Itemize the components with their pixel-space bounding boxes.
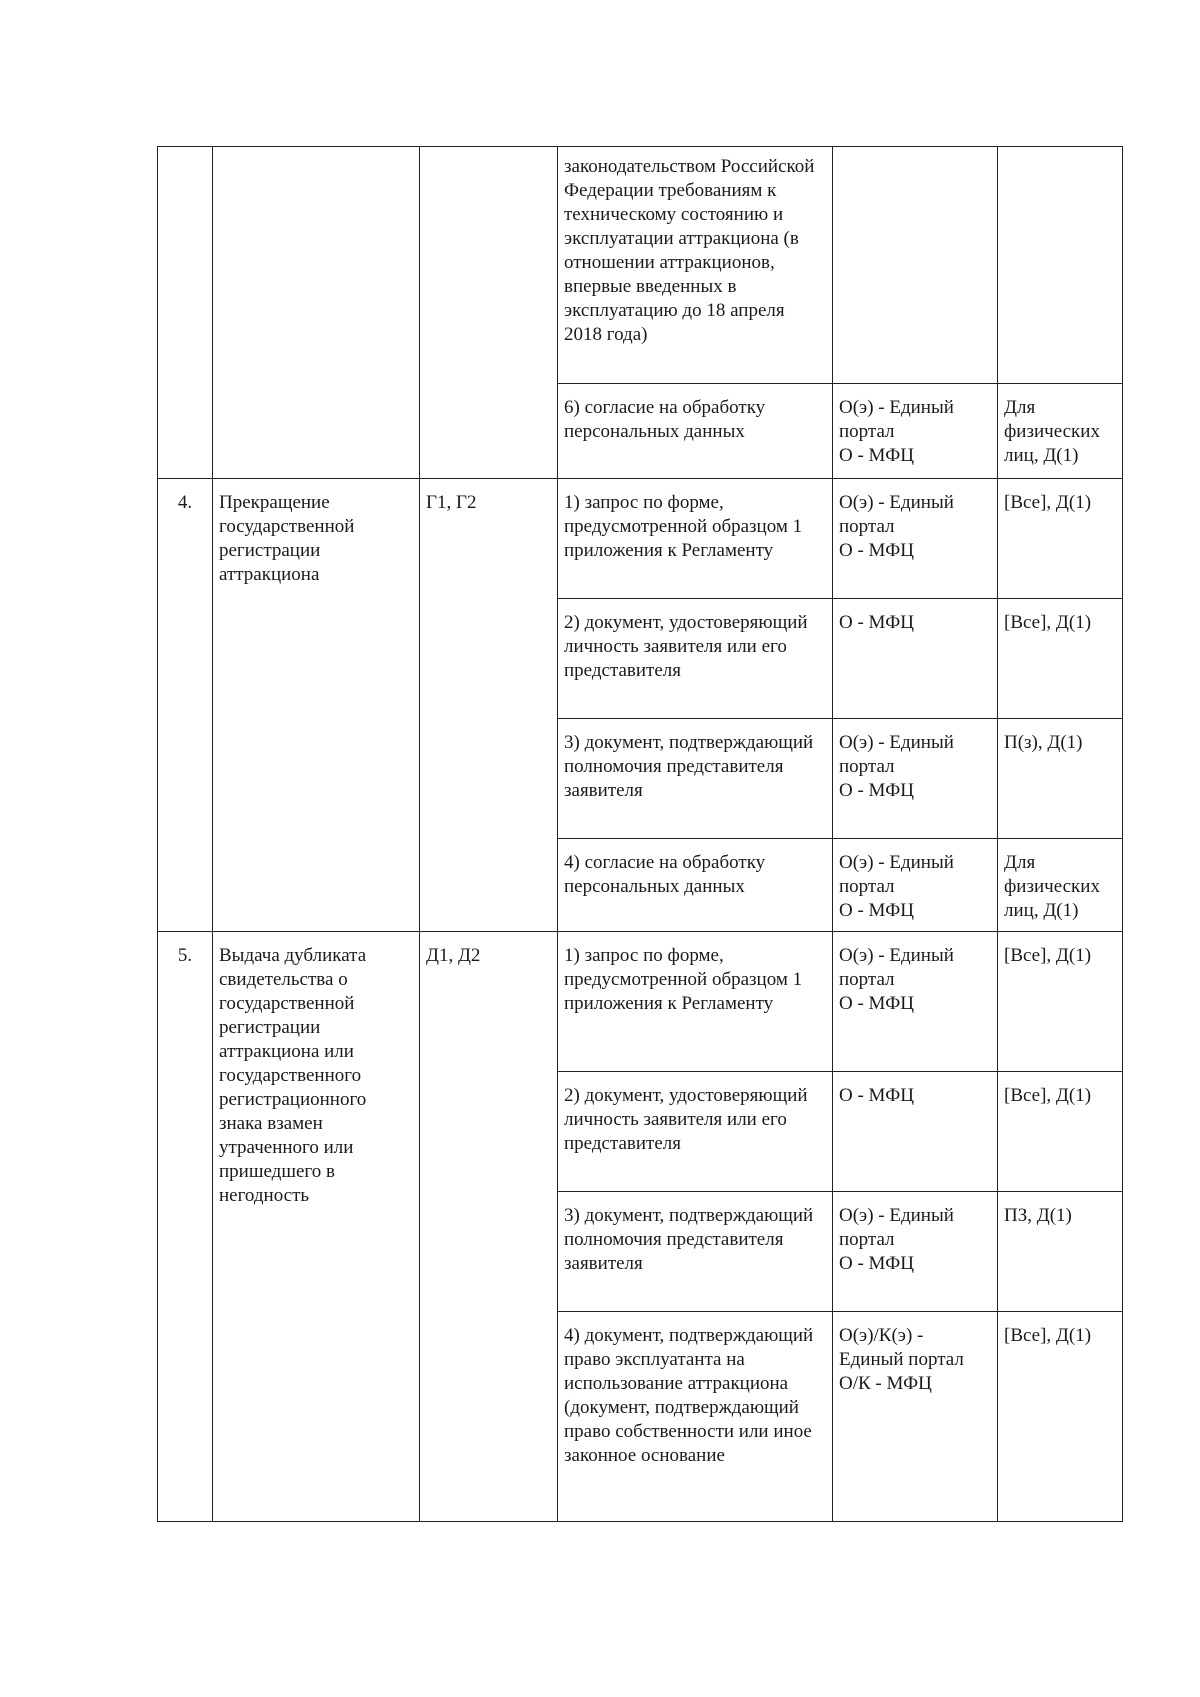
cell-requirement: [Все], Д(1)	[998, 932, 1123, 1072]
table-row	[158, 932, 1123, 1072]
cell-number: 5.	[158, 932, 213, 1522]
cell-requirement: П(з), Д(1)	[998, 719, 1123, 839]
cell-document: 4) документ, подтверждающий право эксплуатанта на использование аттракциона (документ, подтверждающий право собственности или иное законное основание	[558, 1312, 833, 1522]
cell-requirement: [Все], Д(1)	[998, 1072, 1123, 1192]
cell-submission-method: О - МФЦ	[833, 599, 998, 719]
cell-submission-method: О(э) - Единый портал О - МФЦ	[833, 384, 998, 479]
cell-submission-method: О(э) - Единый портал О - МФЦ	[833, 932, 998, 1072]
cell-document: 2) документ, удостоверяющий личность заявителя или его представителя	[558, 1072, 833, 1192]
cell-submission-method: О(э) - Единый портал О - МФЦ	[833, 839, 998, 932]
table-row	[158, 147, 1123, 384]
cell-service-code: Д1, Д2	[420, 932, 558, 1522]
cell-service-name: Выдача дубликата свидетельства о государственной регистрации аттракциона или государственного регистрационного знака взамен утраченного или пришедшего в негодность	[213, 932, 420, 1522]
cell-submission-method: О(э)/К(э) - Единый портал О/К - МФЦ	[833, 1312, 998, 1522]
cell-requirement: [Все], Д(1)	[998, 479, 1123, 599]
cell-requirement: ПЗ, Д(1)	[998, 1192, 1123, 1312]
cell-requirement: Для физических лиц, Д(1)	[998, 384, 1123, 479]
services-document-table	[157, 146, 1123, 1522]
cell-service-code	[420, 147, 558, 479]
cell-submission-method: О(э) - Единый портал О - МФЦ	[833, 719, 998, 839]
cell-document: законодательством Российской Федерации требованиям к техническому состоянию и эксплуатации аттракциона (в отношении аттракционов, впервые введенных в эксплуатацию до 18 апреля 2018 года)	[558, 147, 833, 384]
cell-document: 3) документ, подтверждающий полномочия представителя заявителя	[558, 1192, 833, 1312]
cell-submission-method: О(э) - Единый портал О - МФЦ	[833, 1192, 998, 1312]
cell-number: 4.	[158, 479, 213, 932]
cell-submission-method: О(э) - Единый портал О - МФЦ	[833, 479, 998, 599]
cell-service-name: Прекращение государственной регистрации аттракциона	[213, 479, 420, 932]
table-row	[158, 479, 1123, 599]
cell-document: 3) документ, подтверждающий полномочия представителя заявителя	[558, 719, 833, 839]
cell-requirement: Для физических лиц, Д(1)	[998, 839, 1123, 932]
cell-number	[158, 147, 213, 479]
cell-submission-method	[833, 147, 998, 384]
cell-requirement: [Все], Д(1)	[998, 599, 1123, 719]
cell-service-code: Г1, Г2	[420, 479, 558, 932]
cell-requirement: [Все], Д(1)	[998, 1312, 1123, 1522]
cell-submission-method: О - МФЦ	[833, 1072, 998, 1192]
cell-document: 1) запрос по форме, предусмотренной образцом 1 приложения к Регламенту	[558, 479, 833, 599]
cell-document: 2) документ, удостоверяющий личность заявителя или его представителя	[558, 599, 833, 719]
cell-document: 6) согласие на обработку персональных данных	[558, 384, 833, 479]
cell-requirement	[998, 147, 1123, 384]
cell-service-name	[213, 147, 420, 479]
cell-document: 4) согласие на обработку персональных данных	[558, 839, 833, 932]
cell-document: 1) запрос по форме, предусмотренной образцом 1 приложения к Регламенту	[558, 932, 833, 1072]
